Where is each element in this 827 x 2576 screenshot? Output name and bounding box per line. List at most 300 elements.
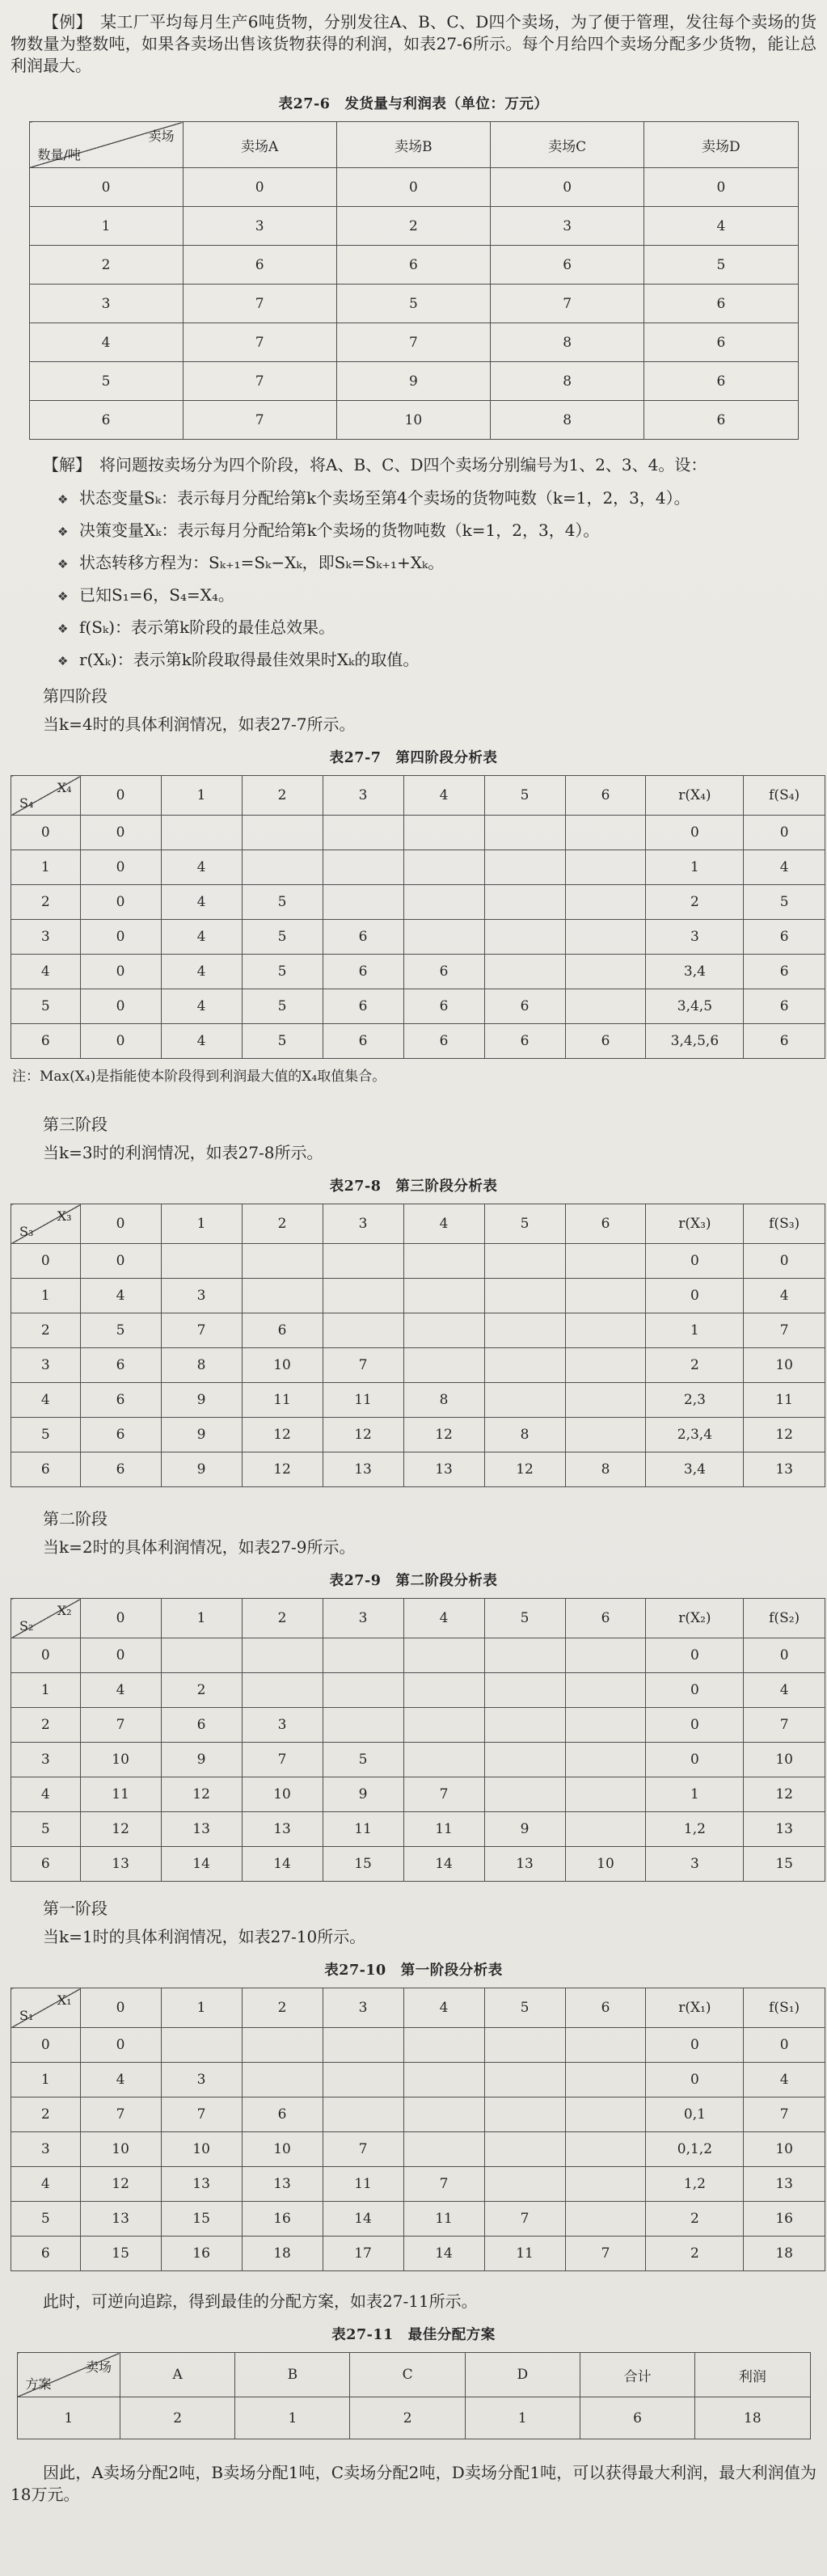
list-item — [57, 617, 808, 639]
table-cell: 6 — [644, 285, 798, 323]
table-cell — [242, 1673, 323, 1708]
table-cell: 0 — [646, 816, 744, 850]
table-cell: 13 — [242, 1812, 323, 1847]
table-cell: 15 — [80, 2237, 161, 2271]
column-header: 0 — [80, 1204, 161, 1244]
table-row — [11, 2237, 825, 2271]
row-header: 0 — [11, 816, 81, 850]
table-cell: 9 — [323, 1777, 403, 1812]
table-cell: 6 — [323, 1024, 403, 1059]
table-cell: 7 — [403, 1777, 484, 1812]
diagonal-corner-cell — [11, 776, 81, 816]
table-cell: 15 — [744, 1847, 825, 1882]
table-cell: 4 — [80, 1673, 161, 1708]
table-cell: 7 — [242, 1743, 323, 1777]
list-item-text: 状态转移方程为：Sₖ₊₁=Sₖ−Xₖ，即Sₖ=Sₖ₊₁+Xₖ。 — [79, 553, 445, 572]
table-cell: 13 — [744, 2167, 825, 2202]
table-cell — [242, 1279, 323, 1313]
list-item-text: r(Xₖ)：表示第k阶段取得最佳效果时Xₖ的取值。 — [79, 650, 420, 669]
table-cell — [565, 1279, 646, 1313]
table-cell: 10 — [161, 2132, 242, 2167]
table-cell — [484, 2028, 565, 2063]
table-cell — [484, 955, 565, 989]
table-cell — [161, 1638, 242, 1673]
row-header: 5 — [11, 989, 81, 1024]
table-row — [11, 1244, 825, 1279]
table-cell: 7 — [336, 323, 490, 362]
diamond-bullet-icon: ❖ — [57, 557, 69, 571]
table-cell: 14 — [403, 1847, 484, 1882]
table-cell — [323, 885, 403, 920]
corner-top-label: X₁ — [57, 1992, 72, 2008]
column-header: r(X₃) — [646, 1204, 744, 1244]
table-cell — [565, 1638, 646, 1673]
table-cell: 13 — [80, 2202, 161, 2237]
column-header: f(S₁) — [744, 1988, 825, 2028]
table-cell: 9 — [336, 362, 490, 401]
table-cell: 0 — [744, 2028, 825, 2063]
table-row — [29, 401, 798, 440]
row-header: 0 — [11, 2028, 81, 2063]
row-header: 1 — [11, 2063, 81, 2097]
table-cell: 13 — [744, 1452, 825, 1487]
table-cell — [484, 2097, 565, 2132]
table-row — [29, 362, 798, 401]
backtrack-paragraph: 此时，可逆向追踪，得到最佳的分配方案，如表27-11所示。 — [43, 2291, 478, 2311]
stage2-heading: 第二阶段 — [43, 1509, 108, 1528]
table-cell: 10 — [242, 1777, 323, 1812]
table-cell: 7 — [80, 2097, 161, 2132]
row-header: 0 — [11, 1244, 81, 1279]
row-header: 2 — [11, 885, 81, 920]
table-cell: 8 — [565, 1452, 646, 1487]
table-cell: 7 — [744, 1708, 825, 1743]
table-cell — [403, 2063, 484, 2097]
table-cell: 7 — [183, 285, 336, 323]
column-header: f(S₃) — [744, 1204, 825, 1244]
table-cell: 2 — [120, 2397, 235, 2439]
table-cell — [323, 2063, 403, 2097]
table-row — [11, 2132, 825, 2167]
row-header: 5 — [29, 362, 183, 401]
row-header: 4 — [11, 955, 81, 989]
row-header: 2 — [11, 1708, 81, 1743]
table-cell: 7 — [484, 2202, 565, 2237]
table-cell: 7 — [80, 1708, 161, 1743]
table-cell: 0 — [646, 1279, 744, 1313]
table-cell: 5 — [242, 920, 323, 955]
table-cell — [323, 1673, 403, 1708]
table-cell — [323, 1244, 403, 1279]
row-header: 2 — [29, 246, 183, 285]
table-cell: 0 — [491, 168, 644, 207]
table-cell: 0 — [646, 2028, 744, 2063]
table-cell: 6 — [80, 1418, 161, 1452]
table-cell: 12 — [242, 1452, 323, 1487]
corner-bottom-label: 方案 — [25, 2376, 52, 2392]
table-cell — [403, 1638, 484, 1673]
table-cell: 10 — [80, 1743, 161, 1777]
column-header: 1 — [161, 1988, 242, 2028]
table-cell: 7 — [161, 2097, 242, 2132]
table-cell: 5 — [242, 955, 323, 989]
table-cell: 7 — [491, 285, 644, 323]
row-header: 0 — [29, 168, 183, 207]
table-cell: 10 — [565, 1847, 646, 1882]
stage4-heading: 第四阶段 — [43, 686, 108, 706]
table-cell: 3 — [646, 920, 744, 955]
table-cell: 2 — [350, 2397, 465, 2439]
table-row — [11, 885, 825, 920]
corner-bottom-label: S₂ — [19, 1618, 34, 1634]
row-header: 1 — [11, 1279, 81, 1313]
solution-paragraph: 【解】 将问题按卖场分为四个阶段，将A、B、C、D四个卖场分别编号为1、2、3、4。设： — [43, 455, 707, 474]
table-cell — [403, 2028, 484, 2063]
table-cell — [403, 885, 484, 920]
diagonal-corner-cell — [17, 2353, 120, 2397]
row-header: 3 — [11, 2132, 81, 2167]
table-27-8-caption: 表27-8 第三阶段分析表 — [329, 1178, 498, 1195]
table-cell — [403, 2132, 484, 2167]
table-cell — [484, 1348, 565, 1383]
table-cell — [484, 1383, 565, 1418]
table-cell: 1 — [235, 2397, 350, 2439]
table-cell: 8 — [491, 401, 644, 440]
table-cell: 4 — [161, 885, 242, 920]
table-cell: 18 — [744, 2237, 825, 2271]
table-27-7-note: 注：Max(X₄)是指能使本阶段得到利润最大值的X₄取值集合。 — [12, 1069, 386, 1085]
definition-list — [57, 487, 808, 671]
table-cell: 2 — [646, 1348, 744, 1383]
table-row — [29, 246, 798, 285]
column-header: 0 — [80, 1599, 161, 1638]
corner-top-label: 卖场 — [86, 2359, 112, 2375]
table-row — [29, 285, 798, 323]
table-cell: 2 — [161, 1673, 242, 1708]
conclusion-paragraph: 因此，A卖场分配2吨，B卖场分配1吨，C卖场分配2吨，D卖场分配1吨，可以获得最大利润，最大利润值为18万元。 — [11, 2463, 816, 2504]
column-header: 4 — [403, 1988, 484, 2028]
header-row — [11, 1204, 825, 1244]
table-cell — [565, 955, 646, 989]
table-cell — [242, 850, 323, 885]
stage2-text: 当k=2时的具体利润情况，如表27-9所示。 — [43, 1537, 356, 1557]
header-row — [29, 122, 798, 168]
table-27-9 — [11, 1598, 825, 1882]
table-cell: 6 — [744, 1024, 825, 1059]
diagonal-corner-cell — [11, 1988, 81, 2028]
table-cell: 12 — [323, 1418, 403, 1452]
row-header: 3 — [11, 920, 81, 955]
table-cell: 7 — [403, 2167, 484, 2202]
table-cell: 5 — [323, 1743, 403, 1777]
list-item-text: 状态变量Sₖ：表示每月分配给第k个卖场至第4个卖场的货物吨数（k=1，2，3，4）。 — [79, 488, 690, 508]
diamond-bullet-icon: ❖ — [57, 654, 69, 668]
header-row — [11, 1988, 825, 2028]
table-row — [11, 1279, 825, 1313]
table-cell — [403, 1708, 484, 1743]
table-cell: 4 — [80, 2063, 161, 2097]
table-cell: 10 — [744, 1743, 825, 1777]
table-cell — [565, 920, 646, 955]
table-cell: 18 — [242, 2237, 323, 2271]
table-row — [11, 816, 825, 850]
table-cell: 12 — [80, 2167, 161, 2202]
table-cell: 6 — [744, 989, 825, 1024]
table-cell: 3 — [646, 1847, 744, 1882]
table-cell: 12 — [80, 1812, 161, 1847]
corner-top-label: 卖场 — [148, 129, 175, 144]
table-cell: 6 — [323, 920, 403, 955]
table-cell: 3,4,5,6 — [646, 1024, 744, 1059]
table-cell: 7 — [323, 2132, 403, 2167]
table-cell: 1 — [646, 1313, 744, 1348]
table-cell: 4 — [744, 1673, 825, 1708]
table-cell: 0 — [744, 816, 825, 850]
column-header: 3 — [323, 1988, 403, 2028]
table-row — [11, 1638, 825, 1673]
table-cell: 13 — [323, 1452, 403, 1487]
diamond-bullet-icon: ❖ — [57, 492, 69, 507]
diagonal-corner-cell — [29, 122, 183, 168]
row-header: 6 — [11, 2237, 81, 2271]
table-cell: 7 — [744, 2097, 825, 2132]
table-cell — [403, 1313, 484, 1348]
column-header: 0 — [80, 1988, 161, 2028]
row-header: 3 — [11, 1348, 81, 1383]
table-cell: 12 — [403, 1418, 484, 1452]
column-header: f(S₂) — [744, 1599, 825, 1638]
table-cell: 0 — [80, 885, 161, 920]
column-header: 卖场B — [336, 122, 490, 168]
diagonal-corner-cell — [11, 1204, 81, 1244]
table-cell — [565, 1383, 646, 1418]
table-cell: 1 — [465, 2397, 580, 2439]
column-header: D — [465, 2353, 580, 2397]
table-row — [11, 955, 825, 989]
table-cell: 7 — [183, 401, 336, 440]
table-cell: 11 — [323, 2167, 403, 2202]
row-header: 6 — [11, 1452, 81, 1487]
table-cell — [484, 1279, 565, 1313]
table-row — [11, 2202, 825, 2237]
table-cell: 7 — [183, 362, 336, 401]
row-header: 1 — [11, 1673, 81, 1708]
table-cell — [403, 1244, 484, 1279]
table-cell: 3 — [242, 1708, 323, 1743]
column-header: 2 — [242, 1204, 323, 1244]
row-header: 6 — [11, 1024, 81, 1059]
table-cell — [565, 885, 646, 920]
table-cell: 9 — [484, 1812, 565, 1847]
table-cell — [565, 1743, 646, 1777]
table-cell — [565, 2097, 646, 2132]
table-cell — [161, 1244, 242, 1279]
table-cell: 10 — [336, 401, 490, 440]
table-cell — [242, 2028, 323, 2063]
column-header: 1 — [161, 776, 242, 816]
stage1-heading: 第一阶段 — [43, 1899, 108, 1918]
table-27-9-caption: 表27-9 第二阶段分析表 — [329, 1573, 498, 1589]
row-header: 5 — [11, 1812, 81, 1847]
table-cell: 10 — [80, 2132, 161, 2167]
diagonal-corner-cell — [11, 1599, 81, 1638]
table-row — [29, 323, 798, 362]
column-header: 卖场D — [644, 122, 798, 168]
table-cell: 11 — [323, 1812, 403, 1847]
table-cell: 8 — [161, 1348, 242, 1383]
table-cell — [403, 1279, 484, 1313]
table-cell: 2 — [646, 2202, 744, 2237]
table-cell — [565, 989, 646, 1024]
table-row — [29, 168, 798, 207]
table-27-6-caption: 表27-6 发货量与利润表（单位：万元） — [278, 96, 549, 112]
corner-bottom-label: S₄ — [19, 795, 34, 811]
column-header: 2 — [242, 1599, 323, 1638]
table-cell: 6 — [242, 1313, 323, 1348]
table-cell — [484, 1638, 565, 1673]
diamond-bullet-icon: ❖ — [57, 589, 69, 604]
diamond-bullet-icon: ❖ — [57, 525, 69, 539]
table-cell: 1,2 — [646, 2167, 744, 2202]
table-cell: 16 — [161, 2237, 242, 2271]
column-header: r(X₂) — [646, 1599, 744, 1638]
table-cell: 4 — [161, 1024, 242, 1059]
row-header: 4 — [11, 1777, 81, 1812]
table-cell: 11 — [403, 1812, 484, 1847]
column-header: 4 — [403, 776, 484, 816]
table-cell: 10 — [744, 2132, 825, 2167]
column-header: 3 — [323, 1599, 403, 1638]
header-row — [17, 2353, 810, 2397]
table-cell: 2 — [336, 207, 490, 246]
list-item-text: 决策变量Xₖ：表示每月分配给第k个卖场的货物吨数（k=1，2，3，4）。 — [79, 521, 600, 540]
corner-bottom-label: 数量/吨 — [37, 147, 81, 162]
table-cell: 3,4,5 — [646, 989, 744, 1024]
table-27-11 — [17, 2352, 811, 2439]
row-header: 1 — [11, 850, 81, 885]
table-cell: 6 — [80, 1348, 161, 1383]
table-cell: 0 — [646, 1743, 744, 1777]
row-header: 4 — [11, 1383, 81, 1418]
diamond-bullet-icon: ❖ — [57, 622, 69, 636]
table-cell: 0 — [80, 955, 161, 989]
table-cell: 14 — [323, 2202, 403, 2237]
column-header: 6 — [565, 1599, 646, 1638]
table-cell: 13 — [161, 1812, 242, 1847]
table-cell: 12 — [242, 1418, 323, 1452]
table-cell — [565, 1244, 646, 1279]
corner-bottom-label: S₁ — [19, 2008, 34, 2023]
table-cell: 9 — [161, 1418, 242, 1452]
table-cell: 7 — [323, 1348, 403, 1383]
table-cell: 2 — [646, 885, 744, 920]
table-cell — [484, 920, 565, 955]
header-row — [11, 776, 825, 816]
table-row — [11, 1452, 825, 1487]
table-row — [11, 2167, 825, 2202]
table-cell: 0 — [646, 1673, 744, 1708]
table-cell — [565, 1348, 646, 1383]
table-cell: 4 — [80, 1279, 161, 1313]
column-header: 5 — [484, 1988, 565, 2028]
table-cell: 6 — [565, 1024, 646, 1059]
column-header: 卖场A — [183, 122, 336, 168]
row-header: 5 — [11, 1418, 81, 1452]
table-cell: 8 — [484, 1418, 565, 1452]
table-cell: 6 — [644, 401, 798, 440]
table-cell: 0 — [646, 2063, 744, 2097]
table-cell — [565, 816, 646, 850]
table-cell: 11 — [242, 1383, 323, 1418]
column-header: 卖场C — [491, 122, 644, 168]
table-cell — [323, 816, 403, 850]
row-header: 3 — [29, 285, 183, 323]
table-cell — [484, 1244, 565, 1279]
table-cell: 1 — [646, 1777, 744, 1812]
table-cell — [565, 2167, 646, 2202]
table-cell — [161, 816, 242, 850]
table-cell: 3,4 — [646, 1452, 744, 1487]
stage3-heading: 第三阶段 — [43, 1115, 108, 1134]
table-cell: 6 — [403, 989, 484, 1024]
table-cell — [403, 1673, 484, 1708]
table-cell: 5 — [242, 989, 323, 1024]
stage3-text: 当k=3时的利润情况，如表27-8所示。 — [43, 1143, 323, 1162]
column-header: 5 — [484, 776, 565, 816]
row-header: 1 — [29, 207, 183, 246]
table-cell: 0 — [646, 1244, 744, 1279]
table-cell — [484, 2063, 565, 2097]
table-cell — [484, 816, 565, 850]
table-cell: 2,3 — [646, 1383, 744, 1418]
table-cell: 11 — [484, 2237, 565, 2271]
table-cell: 3 — [161, 1279, 242, 1313]
table-cell: 10 — [242, 2132, 323, 2167]
table-cell: 6 — [80, 1452, 161, 1487]
table-cell: 6 — [744, 920, 825, 955]
table-cell — [323, 1313, 403, 1348]
table-cell — [242, 816, 323, 850]
row-header: 2 — [11, 1313, 81, 1348]
column-header: 5 — [484, 1599, 565, 1638]
table-row — [11, 2063, 825, 2097]
table-cell: 11 — [403, 2202, 484, 2237]
column-header: 6 — [565, 1988, 646, 2028]
table-cell — [403, 1743, 484, 1777]
list-item — [57, 584, 808, 606]
table-cell: 8 — [403, 1383, 484, 1418]
table-cell: 4 — [161, 955, 242, 989]
table-cell — [403, 920, 484, 955]
table-row — [11, 1812, 825, 1847]
table-cell — [484, 1743, 565, 1777]
table-cell: 6 — [403, 1024, 484, 1059]
table-cell: 9 — [161, 1383, 242, 1418]
table-row — [29, 207, 798, 246]
table-cell — [565, 2132, 646, 2167]
table-cell — [484, 850, 565, 885]
table-27-7 — [11, 775, 825, 1059]
table-cell: 12 — [744, 1418, 825, 1452]
column-header: 合计 — [580, 2353, 694, 2397]
list-item-text: 已知S₁=6，S₄=X₄。 — [79, 585, 234, 605]
column-header: B — [235, 2353, 350, 2397]
column-header: 3 — [323, 1204, 403, 1244]
table-cell — [242, 2063, 323, 2097]
table-27-8 — [11, 1204, 825, 1487]
table-cell — [242, 1638, 323, 1673]
table-cell: 9 — [161, 1743, 242, 1777]
